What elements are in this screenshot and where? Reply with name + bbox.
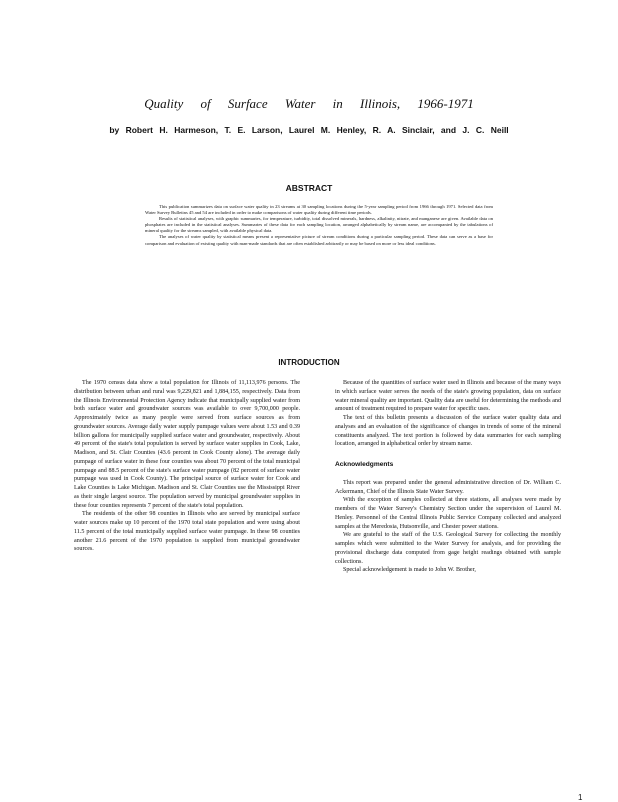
abstract-paragraph: The analyses of water quality by statistical means present a representative picture of stream conditions during a particular sampling period. These data can serve as a base for comparison and evaluation of existing quality with man-made standards that are often established arbitrarily or may be based on more or less ideal conditions. — [145, 234, 493, 246]
acknowledgment-paragraph: Special acknowledgement is made to John W. Brother, — [343, 567, 476, 574]
page-number: 1 — [578, 793, 583, 802]
body-paragraph: The residents of the other 98 counties in Illinois who are served by municipal surface water sources make up 10 percent of the 1970 total state population and were using about 11.5 percent of the total municipally supplied surface water pumpage. In these 98 counties another 21.6 percent of the 1970 population is supplied from municipal groundwater sources. — [74, 511, 300, 553]
paper-title: Quality of Surface Water in Illinois, 1966-1971 — [144, 96, 474, 111]
body-paragraph: The 1970 census data show a total population for Illinois of 11,113,976 persons. The distribution between urban and rural was 9,229,821 and 1,884,155, respectively. Data from the Illinois Environmental Protection Agency indicate that municipally supplied water from both surface water and groundwater sources was available to over 9,700,000 people. Approximately twice as many people were served from surface sources as from groundwater sources. Average daily water supply pumpage values were about 1.53 and 0.39 billion gallons for municipally supplied surface water and groundwater, respectively. About 49 percent of the state's total population is served by surface water supplies in Cook, Lake, Madison, and St. Clair Counties (43.6 percent in Cook County alone). The average daily pumpage of surface water in these four counties was about 70 percent of the total municipal pumpage and 88.5 percent of the state's surface water pumpage (82 percent of surface water pumpage was used in Cook County). The principal source of surface water for Cook and Lake Counties is Lake Michigan. Madison and St. Clair Counties use the Mississippi River as their single largest source. The population served by municipal groundwater supplies in these four counties represents 7 percent of the state's total population. — [74, 380, 300, 509]
abstract-heading: ABSTRACT — [285, 183, 333, 193]
right-column — [335, 379, 561, 575]
body-paragraph: Because of the quantities of surface water used in Illinois and because of the many ways in which surface water serves the needs of the state's growing population, data on surface water mineral quality are important. Quality data are useful for determining the methods and amount of treatment required to prepare water for specific uses. — [335, 380, 561, 413]
acknowledgments-heading: Acknowledgments — [335, 461, 394, 468]
acknowledgment-paragraph: With the exception of samples collected at three stations, all analyses were made by members of the Water Survey's Chemistry Section under the supervision of Laurel M. Henley. Personnel of the Central Illinois Public Service Company collected and analyzed samples at the Meredosia, Hutsonville, and Chester power stations. — [335, 497, 561, 530]
author-line: by Robert H. Harmeson, T. E. Larson, Laurel M. Henley, R. A. Sinclair, and J. C. Neill — [109, 125, 509, 135]
acknowledgment-paragraph: This report was prepared under the general administrative direction of Dr. William C. Ackermann, Chief of the Illinois State Water Survey. — [335, 479, 561, 495]
body-paragraph: The text of this bulletin presents a discussion of the surface water quality data and analyses and an evaluation of the significance of changes in trends of some of the mineral constituents analyzed. The text portion is followed by data summaries for each sampling location, arranged in alphabetical order by stream name. — [335, 415, 561, 448]
abstract-paragraph: This publication summarizes data on surface water quality in 23 streams at 30 sampling locations during the 5-year sampling period from 1966 through 1971. Selected data from Water Survey Bulletins 45 and 54 are included in order to make comparisons of water quality during different time periods. — [145, 204, 493, 216]
abstract-body — [145, 204, 493, 247]
introduction-heading: INTRODUCTION — [278, 358, 340, 367]
left-column — [74, 379, 300, 554]
abstract-paragraph: Results of statistical analyses, with graphic summaries, for temperature, turbidity, total dissolved minerals, hardness, alkalinity, nitrate, and manganese are given. Available data on phosphates are included in the statistical analyses. Summaries of these data for each sampling location, arranged alphabetically by stream name, are accompanied by the tabulations of mineral quality for the streams sampled, with available physical data. — [145, 216, 493, 234]
acknowledgment-paragraph: We are grateful to the staff of the U.S. Geological Survey for collecting the monthly samples which were submitted to the Water Survey for analysis, and for providing the provisional discharge data computed from gage height readings obtained with sample collections. — [335, 532, 561, 565]
